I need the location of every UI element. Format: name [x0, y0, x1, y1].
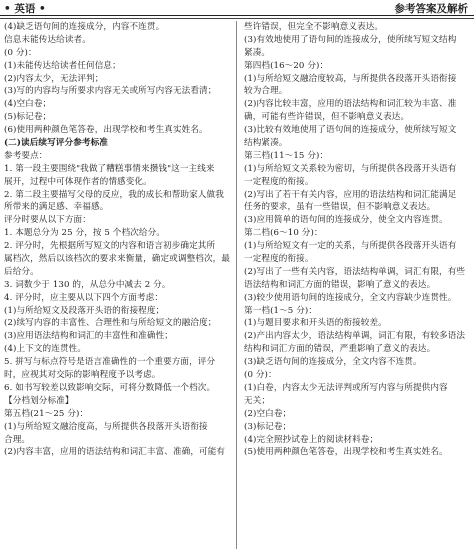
text-line: 结构和词汇方面的错误，严重影响了意义的表达。 — [244, 344, 436, 355]
text-line: (5)使用两种颜色笔答卷，出现学校和考生真实姓名。 — [244, 447, 448, 458]
text-line: (0 分)： — [244, 370, 277, 381]
text-line: (4)完全照抄试卷上的阅读材料卷； — [244, 434, 379, 445]
text-line: (3)有效地使用了语句间的连接成分，使所续写短文结构 — [244, 34, 457, 45]
text-line: (0 分)： — [4, 47, 37, 58]
text-line: 所带来的满足感、幸福感。 — [4, 202, 109, 213]
right-column — [244, 21, 472, 459]
text-line: 合理。 — [4, 434, 31, 445]
page-header — [0, 0, 474, 17]
text-line: (1)与所给短文有一定的关系，与所提供各段落开头语有 — [244, 241, 457, 252]
text-line: (1)与所给短文及段落开头语的衔接程度； — [4, 305, 165, 316]
text-line: (1)白卷，内容太少无法评判或所写内容与所提供内容 — [244, 382, 448, 393]
text-line: 1. 第一段主要围绕"我做了糟糕事情来攒钱"这一主线来 — [4, 163, 215, 174]
text-line: (4)上下文的连贯性。 — [4, 344, 87, 355]
text-line: 较为合理。 — [244, 86, 288, 97]
header-rule-thin — [0, 18, 474, 19]
text-line: 无关； — [244, 395, 271, 406]
text-line: (2)空白卷； — [244, 408, 292, 419]
text-line: 2. 评分时，先根据所写短文的内容和语言初步确定其所 — [4, 241, 216, 252]
text-line: 6. 如书写较差以致影响交际，可将分数降低一个档次。 — [4, 382, 216, 393]
text-line: (4)缺乏语句间的连接成分，内容不连贯。 — [4, 22, 165, 32]
text-line: 第五档(21～25 分)： — [4, 408, 89, 419]
text-line: (2)写出了一些有关内容，语法结构单调，词汇有限，有些 — [244, 266, 466, 277]
text-line: 一定程度的衔接。 — [244, 254, 314, 265]
text-line: (3)较少使用语句间的连接成分，全文内容缺少连贯性。 — [244, 292, 457, 303]
text-line: 时，应视其对交际的影响程度予以考虑。 — [4, 370, 161, 381]
header-rule — [0, 15, 474, 16]
text-line: 第四档(16～20 分)： — [244, 60, 329, 71]
text-line: 语法结构和词汇方面的错误，影响了意义的表达。 — [244, 279, 436, 290]
text-line: 参考要点： — [4, 150, 48, 161]
text-line: (4)空白卷； — [4, 99, 52, 110]
text-line: (1)未能传达给读者任何信息； — [4, 60, 121, 71]
text-line: 3. 词数少于 130 的，从总分中减去 2 分。 — [4, 279, 171, 290]
text-line: (6)使用两种颜色笔答卷，出现学校和考生真实姓名。 — [4, 125, 208, 136]
text-line: (2)内容比较丰富，应用的语法结构和词汇较为丰富、准 — [244, 99, 457, 110]
subject-label: • 英语 • — [4, 3, 46, 15]
text-line: 1. 本题总分为 25 分，按 5 个档次给分。 — [4, 228, 165, 239]
text-line: 结构紧凑。 — [244, 138, 288, 149]
text-line: (2)续写内容的丰富性、合理性和与所给短文的融洽度； — [4, 318, 217, 329]
text-line: (1)与所给短文关系较为密切，与所提供各段落开头语有 — [244, 163, 457, 174]
text-line: 后给分。 — [4, 266, 39, 277]
text-line: (3)缺乏语句间的连接成分，全文内容不连贯。 — [244, 357, 422, 368]
text-line: 属档次，然后以该档次的要求来衡量，确定或调整档次，最 — [4, 254, 231, 265]
text-line: (3)应用语法结构和词汇的丰富性和准确性； — [4, 331, 173, 342]
text-line: (1)与所给短文融洽度高，与所提供各段落开头语衔接 — [4, 421, 208, 432]
left-column — [4, 21, 232, 459]
text-line: (2)内容丰富，应用的语法结构和词汇丰富、准确，可能有 — [4, 447, 226, 458]
text-line: (3)应用简单的语句间的连接成分，使全文内容连贯。 — [244, 215, 448, 226]
text-line: (2)内容太少，无法评判； — [4, 73, 104, 84]
text-line: 第一档(1～5 分)： — [244, 305, 318, 316]
text-line: (3)标记卷； — [244, 421, 292, 432]
text-line: 2. 第二段主要描写父母的反应，我的成长和帮助家人做我 — [4, 189, 224, 200]
text-line: (3)写的内容均与所要求内容无关或所写内容无法看清； — [4, 86, 217, 97]
text-line: 5. 拼写与标点符号是语言准确性的一个重要方面，评分 — [4, 357, 216, 368]
text-line: 确，可能有些许错误，但不影响意义表达。 — [244, 112, 410, 123]
text-line: 信息未能传达给读者。 — [4, 34, 91, 45]
text-line: (二)读后续写评分参考标准 — [4, 138, 108, 149]
section-title: 参考答案及解析 — [394, 3, 468, 15]
text-line: (3)比较有效地使用了语句间的连接成分，使所续写短文 — [244, 125, 457, 136]
text-line: 第三档(11～15 分)： — [244, 150, 329, 161]
text-line: (1)与所给短文融洽度较高，与所提供各段落开头语衔接 — [244, 73, 457, 84]
text-line: (5)标记卷； — [4, 112, 52, 123]
text-line: (2)写出了若干有关内容，应用的语法结构和词汇能满足 — [244, 189, 457, 200]
text-line: 展开，过程中可体现作者的情感变化。 — [4, 176, 152, 187]
text-line: (2)产出内容太少，语法结构单调，词汇有限，有较多语法 — [244, 331, 466, 342]
text-line: 4. 评分时，应主要从以下四个方面考虑： — [4, 292, 164, 303]
text-line: (1)与题目要求和开头语的衔接较差。 — [244, 318, 387, 329]
text-line: 评分时要从以下方面： — [4, 215, 91, 226]
text-line: 些许错误，但完全不影响意义表达。 — [244, 22, 384, 32]
text-line: 紧凑。 — [244, 47, 271, 58]
text-line: 任务的要求，虽有一些错误，但不影响意义表达。 — [244, 202, 436, 213]
text-line: 一定程度的衔接。 — [244, 176, 314, 187]
text-line: 第二档(6～10 分)： — [244, 228, 323, 239]
text-line: 【分档划分标准】 — [4, 395, 74, 406]
column-divider — [236, 21, 237, 549]
